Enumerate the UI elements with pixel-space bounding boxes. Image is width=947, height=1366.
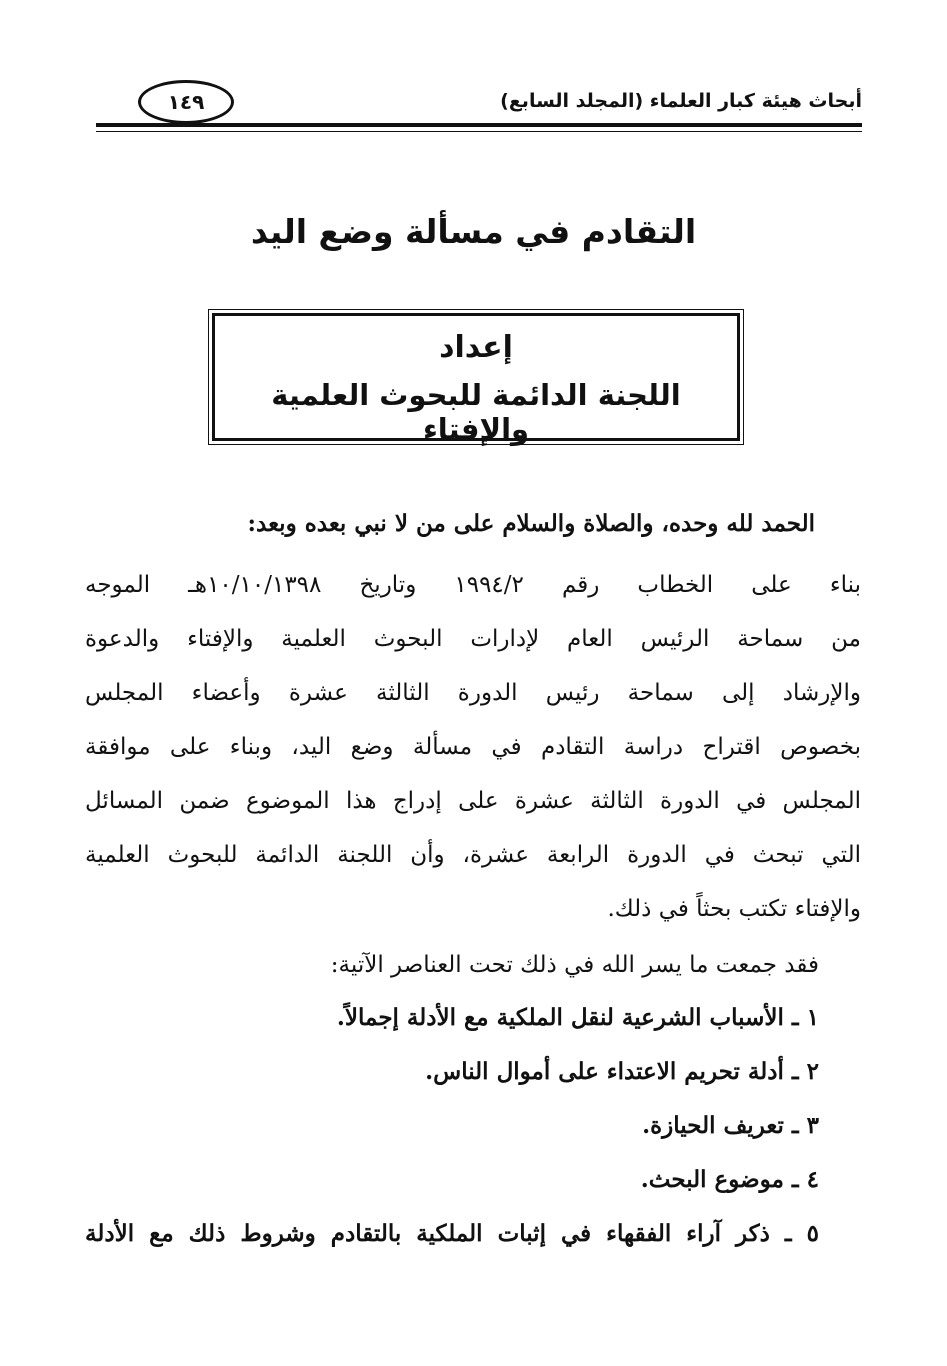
paragraph-line: والإرشاد إلى سماحة رئيس الدورة الثالثة عشرة وأعضاء المجلس [85,680,861,706]
paragraph-line: التي تبحث في الدورة الرابعة عشرة، وأن اللجنة الدائمة للبحوث العلمية [85,842,861,868]
page-header [96,80,862,140]
header-rule-thin [96,131,862,132]
list-item: ٤ ـ موضوع البحث. [640,1166,819,1193]
header-rule-thick [96,123,862,127]
list-intro: فقد جمعت ما يسر الله في ذلك تحت العناصر الآتية: [330,952,819,978]
paragraph-line: والإفتاء تكتب بحثاً في ذلك. [607,896,861,922]
running-head: أبحاث هيئة كبار العلماء (المجلد السابع) [500,90,862,112]
paragraph-line: بناء على الخطاب رقم ١٩٩٤/٢ وتاريخ ١٠/١٠/١٣٩٨هـ الموجه [85,572,861,598]
author-label: إعداد [439,330,513,365]
author-name: اللجنة الدائمة للبحوث العلمية والإفتاء [271,378,681,446]
paragraph-line: المجلس في الدورة الثالثة عشرة على إدراج هذا الموضوع ضمن المسائل [85,788,861,814]
list-item: ١ ـ الأسباب الشرعية لنقل الملكية مع الأدلة إجمالاً. [336,1004,819,1031]
author-box [212,313,740,446]
list-item: ٥ ـ ذكر آراء الفقهاء في إثبات الملكية بالتقادم وشروط ذلك مع الأدلة [85,1220,819,1247]
page-number: ١٤٩ [138,80,234,124]
opening-line: الحمد لله وحده، والصلاة والسلام على من لا نبي بعده وبعد: [247,510,815,537]
paragraph-line: بخصوص اقتراح دراسة التقادم في مسألة وضع اليد، وبناء على موافقة [85,734,861,760]
paragraph-line: من سماحة الرئيس العام لإدارات البحوث العلمية والإفتاء والدعوة [85,626,861,652]
list-item: ٣ ـ تعريف الحيازة. [642,1112,819,1139]
page-title: التقادم في مسألة وضع اليد [250,212,697,251]
body-text [85,510,861,1270]
list-item: ٢ ـ أدلة تحريم الاعتداء على أموال الناس. [425,1058,819,1085]
